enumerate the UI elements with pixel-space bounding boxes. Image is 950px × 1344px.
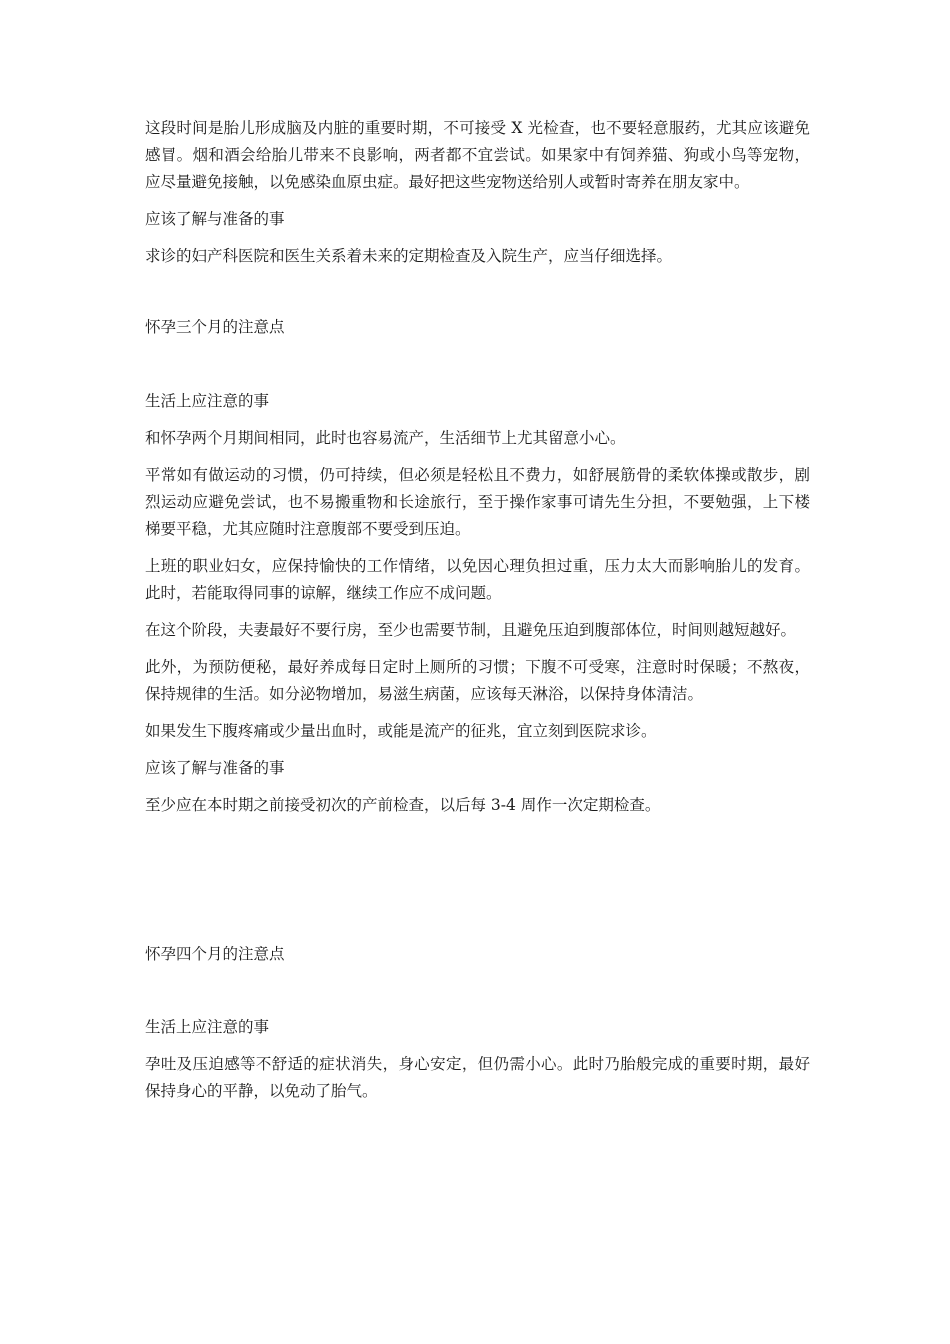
paragraph-working-women: 上班的职业妇女，应保持愉快的工作情绪，以免因心理负担过重，压力太大而影响胎儿的发育。此时，若能取得同事的谅解，继续工作应不成问题。 [145, 557, 810, 602]
document-body [145, 115, 810, 1115]
subheading-preparations: 应该了解与准备的事 [145, 210, 285, 228]
section-title-month3: 怀孕三个月的注意点 [145, 318, 285, 336]
subheading-daily-life: 生活上应注意的事 [145, 392, 270, 410]
paragraph-month2-precautions: 这段时间是胎儿形成脑及内脏的重要时期，不可接受 X 光检查，也不要轻意服药，尤其应该避免感冒。烟和酒会给胎儿带来不良影响，两者都不宜尝试。如果家中有饲养猫、狗或小鸟等宠物，应尽量避免接触，以免感染血原虫症。最好把这些宠物送给别人或暂时寄养在朋友家中。 [145, 119, 810, 191]
spacer [145, 351, 810, 388]
paragraph-miscarriage-risk: 和怀孕两个月期间相同，此时也容易流产，生活细节上尤其留意小心。 [145, 429, 626, 447]
section-title-month4: 怀孕四个月的注意点 [145, 945, 285, 963]
spacer [145, 978, 810, 1014]
subheading-daily-life-2: 生活上应注意的事 [145, 1018, 270, 1036]
paragraph-exercise: 平常如有做运动的习惯，仍可持续，但必须是轻松且不费力，如舒展筋骨的柔软体操或散步，剧烈运动应避免尝试，也不易搬重物和长途旅行，至于操作家事可请先生分担，不要勉强，上下楼梯要平稳，尤其应随时注意腹部不要受到压迫。 [145, 466, 810, 538]
subheading-preparations-2: 应该了解与准备的事 [145, 759, 285, 777]
paragraph-month4-stability: 孕吐及压迫感等不舒适的症状消失，身心安定，但仍需小心。此时乃胎般完成的重要时期，最好保持身心的平静，以免动了胎气。 [145, 1055, 810, 1100]
paragraph-warning-signs: 如果发生下腹疼痛或少量出血时，或能是流产的征兆，宜立刻到医院求诊。 [145, 722, 657, 740]
paragraph-choose-hospital: 求诊的妇产科医院和医生关系着未来的定期检查及入院生产，应当仔细选择。 [145, 247, 673, 265]
paragraph-intimacy: 在这个阶段，夫妻最好不要行房，至少也需要节制，且避免压迫到腹部体位，时间则越短越好。 [145, 621, 797, 639]
spacer [145, 829, 810, 941]
spacer [145, 280, 810, 314]
paragraph-prenatal-checkup: 至少应在本时期之前接受初次的产前检查，以后每 3-4 周作一次定期检查。 [145, 796, 661, 814]
paragraph-constipation-hygiene: 此外，为预防便秘，最好养成每日定时上厕所的习惯；下腹不可受寒，注意时时保暖；不熬夜，保持规律的生活。如分泌物增加，易滋生病菌，应该每天淋浴，以保持身体清洁。 [145, 658, 810, 703]
